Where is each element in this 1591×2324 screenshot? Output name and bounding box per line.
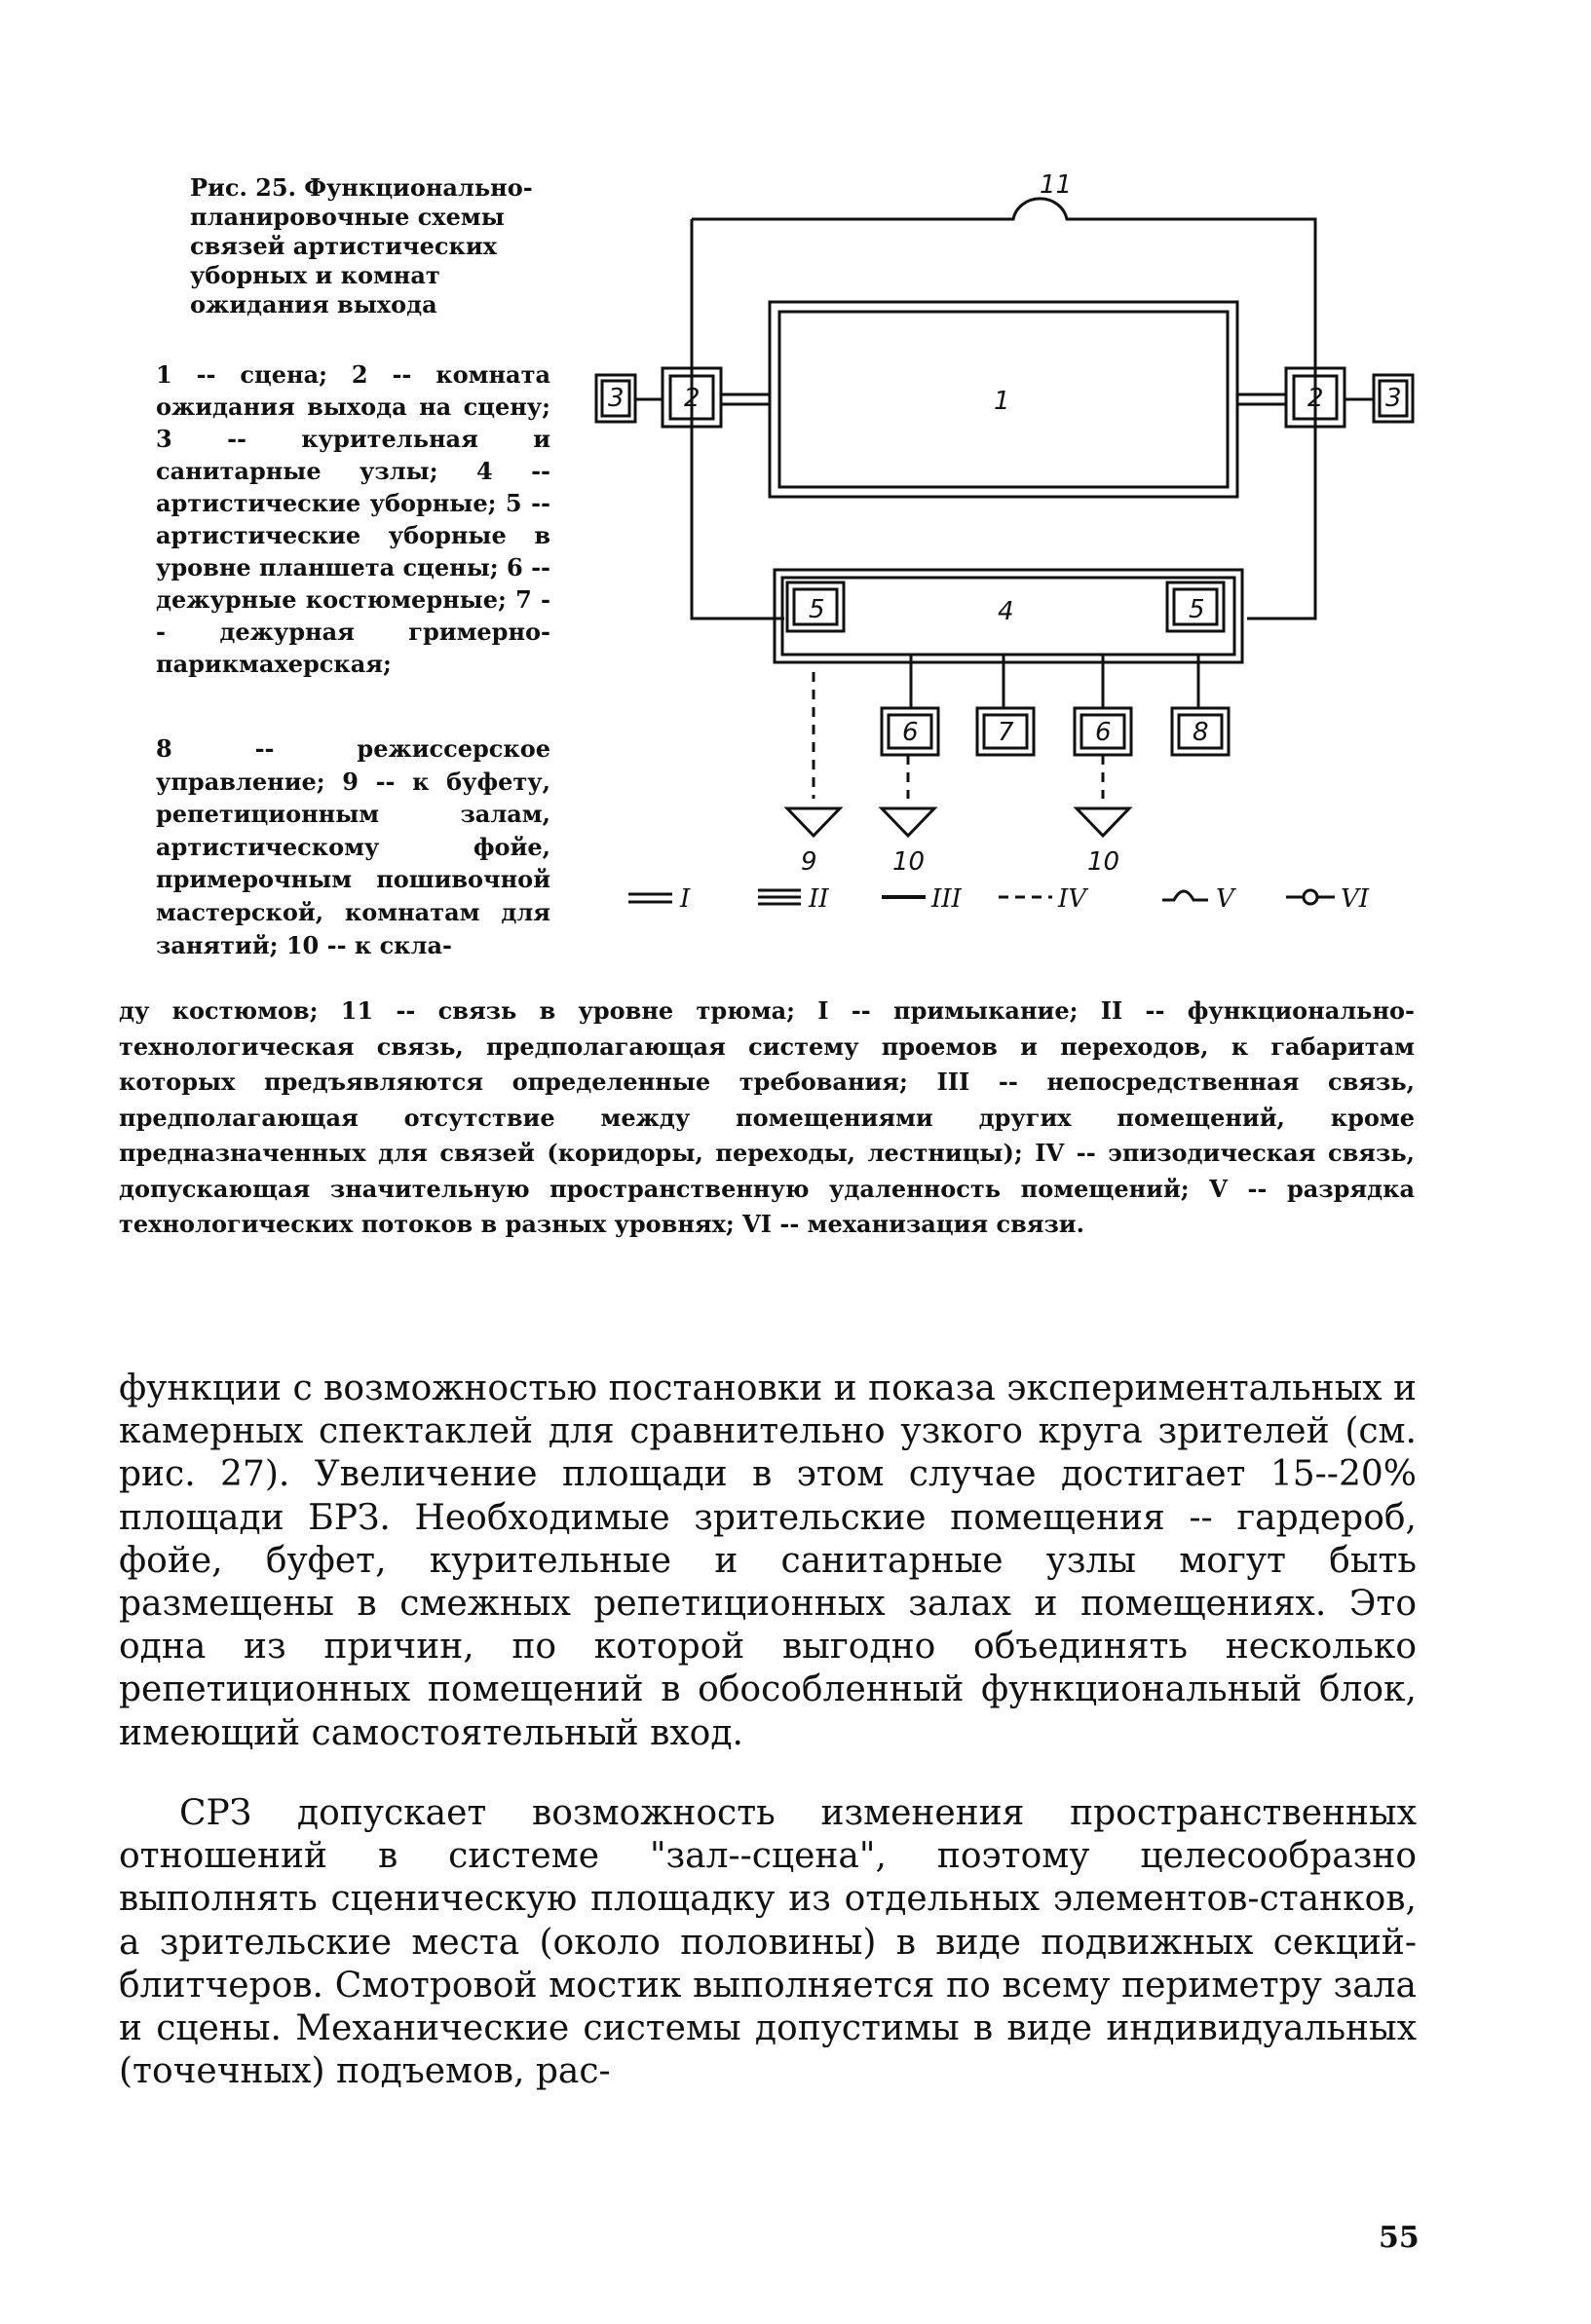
legend-I: I (680, 884, 691, 914)
label-9: 9 (801, 847, 817, 877)
arrow-9 (787, 808, 840, 836)
label-6-right: 6 (1095, 718, 1112, 747)
figure-legend-side: 1 -- сцена; 2 -- комната ожидания выхода на сцену; 3 -- курительная и санитарные узлы; 4 -- артистические уборные; 5 -- артистические уборные в уровне планшета сцены; 6 -- дежурные костюмерные; 7 -- дежурная гримерно-парикмахерская; (156, 360, 550, 678)
body-paragraph-2: СРЗ допускает возможность изменения пространственных отношений в системе "зал--сцена", поэтому целесообразно выполнять сценическую площадку из отдельных элементов-станков, а зрительские места (около половины) в виде подвижных секций-блитчеров. Смотровой мостик выполняется по всему периметру зала и сцены. Механические системы допустимы в виде индивидуальных (точечных) подъемов, рас- (119, 1793, 1417, 2092)
label-3-right: 3 (1385, 384, 1402, 413)
label-8: 8 (1193, 718, 1209, 747)
label-10-left: 10 (892, 847, 926, 877)
arrow-10-left (882, 808, 934, 836)
label-2-left: 2 (684, 384, 701, 413)
legend-IV: IV (1058, 884, 1087, 914)
label-1: 1 (994, 387, 1010, 416)
legend-VI: VI (1341, 884, 1370, 914)
legend-V: V (1216, 884, 1234, 914)
label-2-right: 2 (1307, 384, 1324, 413)
legend-II: II (809, 884, 829, 914)
arrow-10-right (1077, 808, 1129, 836)
label-11: 11 (1040, 170, 1073, 200)
figure-legend-side-continued: 8 -- режиссерское управление; 9 -- к буфету, репетиционным залам, артистическому фойе, примерочным пошивочной мастерской, комнатам для занятий; 10 -- к скла- (156, 734, 550, 959)
figure-legend-full: ду костюмов; 11 -- связь в уровне трюма; I -- примыкание; II -- функционально-технологическая связь, предполагающая систему проемов и переходов, к габаритам которых предъявляются определенные требования; III -- непосредственная связь, предполагающая отсутствие между помещениями других помещений, кроме предназначенных для связей (коридоры, переходы, лестницы); IV -- эпизодическая связь, допускающая значительную пространственную удаленность помещений; V -- разрядка технологических потоков в разных уровнях; VI -- механизация связи. (119, 996, 1415, 1238)
label-5-right: 5 (1189, 595, 1205, 624)
body-paragraph-1: функции с возможностью постановки и показа экспериментальных и камерных спектаклей для сравнительно узкого круга зрителей (см. рис. 27). Увеличение площади в этом случае достигает 15--20% площади БРЗ. Необходимые зрительские помещения -- гардероб, фойе, буфет, курительные и санитарные узлы могут быть размещены в смежных репетиционных залах и помещениях. Это одна из причин, по которой выгодно объединять несколько репетиционных помещений в обособленный функциональный блок, имеющий самостоятельный вход. (119, 1368, 1417, 1753)
label-4: 4 (998, 597, 1014, 626)
figure-caption-title: Рис. 25. Функционально-планировочные схемы связей артистических уборных и комнат ожидания выхода (190, 173, 533, 319)
label-3-left: 3 (608, 384, 625, 413)
label-5-left: 5 (809, 595, 825, 624)
label-10-right: 10 (1087, 847, 1120, 877)
legend-III: III (931, 884, 962, 914)
page-number: 55 (1379, 2221, 1420, 2255)
label-7: 7 (998, 718, 1014, 747)
label-6-left: 6 (902, 718, 919, 747)
